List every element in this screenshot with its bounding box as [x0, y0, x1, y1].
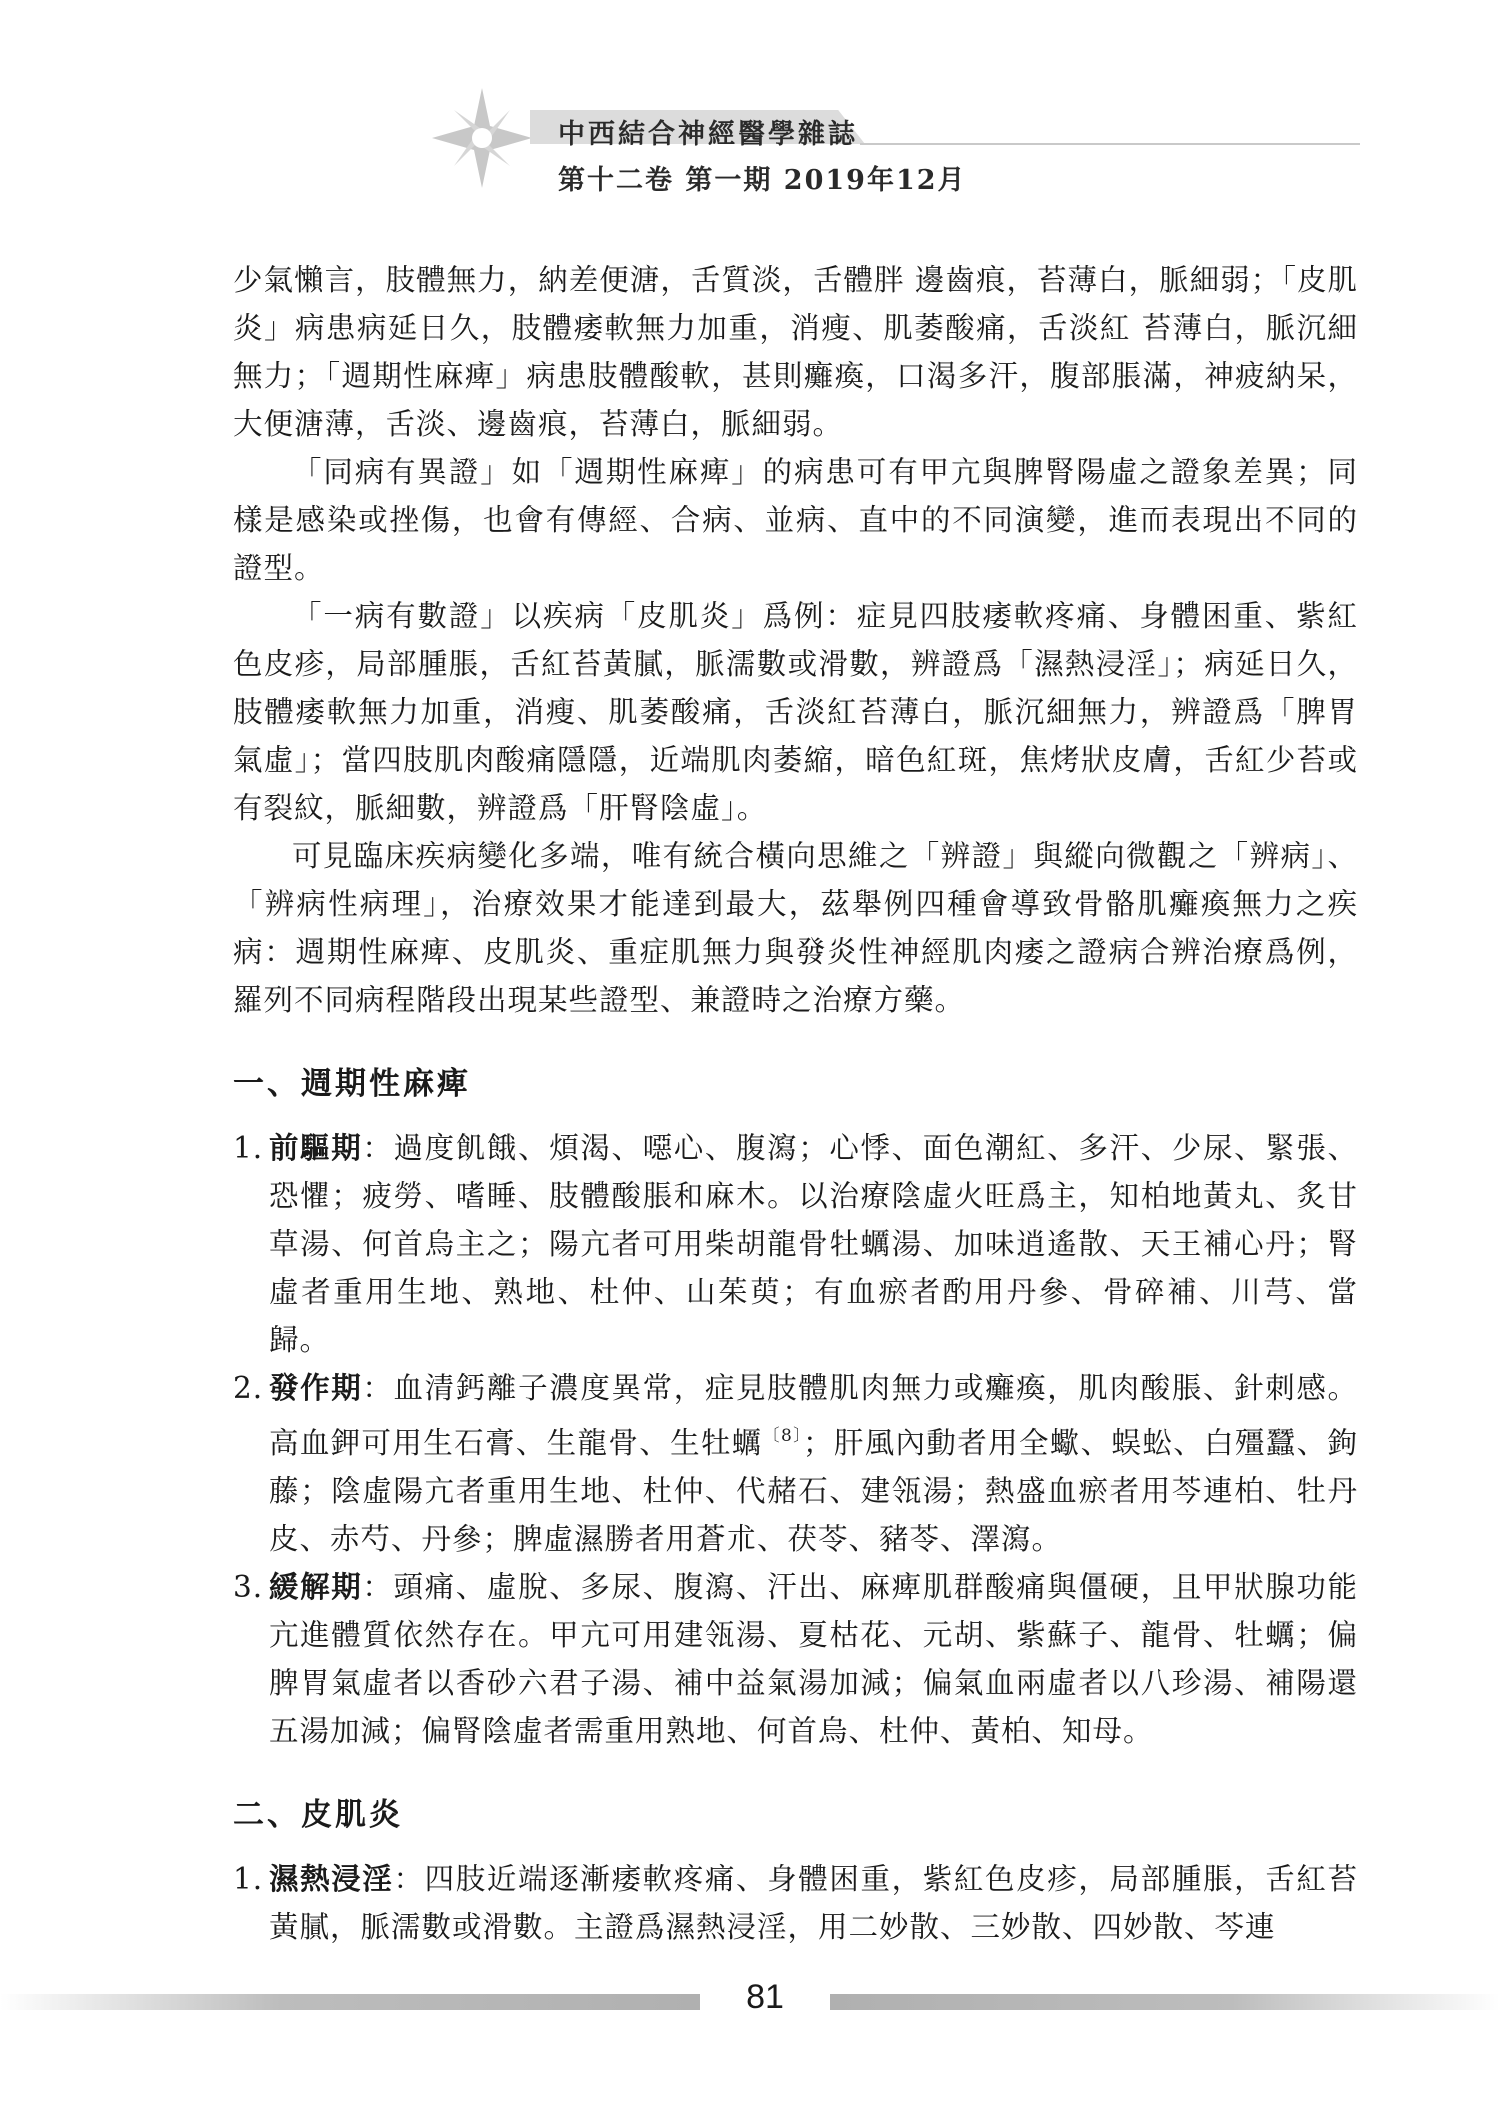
article-body [233, 256, 1358, 1951]
list-item-number: 2. [233, 1371, 264, 1405]
section-list [233, 1124, 1358, 1755]
list-item-term: 濕熱浸淫 [269, 1861, 394, 1896]
issue-info: 第十二卷 第一期 2019年12月 [558, 165, 967, 196]
paragraph: 可見臨床疾病變化多端，唯有統合橫向思維之「辨證」與縱向微觀之「辨病」、「辨病性病理」，治療效果才能達到最大，茲舉例四種會導致骨骼肌癱瘓無力之疾病：週期性麻痺、皮肌炎、重症肌無力與發炎性神經肌肉痿之證病合辨治療爲例，羅列不同病程階段出現某些證型、兼證時之治療方藥。 [233, 839, 1358, 1017]
list-item-number: 1. [233, 1862, 264, 1896]
section-heading: 二、皮肌炎 [233, 1797, 403, 1833]
list-item-text: ；肝風內動者用全蠍、蜈蚣、白殭蠶、鉤藤；陰虛陽亢者重用生地、杜仲、代赭石、建瓴湯；熱盛血瘀者用芩連柏、牡丹皮、赤芍、丹參；脾虛濕勝者用蒼朮、茯苓、豬苓、澤瀉。 [269, 1426, 1358, 1556]
list-item [233, 1364, 1358, 1563]
list-item [233, 1855, 1358, 1951]
paragraph: 少氣懶言，肢體無力，納差便溏，舌質淡，舌體胖 邊齒痕，苔薄白，脈細弱；「皮肌炎」病患病延日久，肢體痿軟無力加重，消瘦、肌萎酸痛，舌淡紅 苔薄白，脈沉細無力；「週期性麻痺」病患肢體酸軟，甚則癱瘓，口渴多汗，腹部脹滿，神疲納呆，大便溏薄，舌淡、邊齒痕，苔薄白，脈細弱。 [233, 263, 1358, 441]
list-item-number: 3. [233, 1570, 264, 1604]
list-item-term: 前驅期 [269, 1130, 363, 1165]
page-header [0, 0, 1500, 210]
list-item [233, 1124, 1358, 1364]
list-item [233, 1563, 1358, 1755]
footer-bar-right [830, 1994, 1500, 2010]
list-item-text: ：四肢近端逐漸痿軟疼痛、身體困重，紫紅色皮疹，局部腫脹，舌紅苔黃膩，脈濡數或滑數。主證爲濕熱浸淫，用二妙散、三妙散、四妙散、芩連 [269, 1862, 1358, 1944]
list-item-text: ：過度飢餓、煩渴、噁心、腹瀉；心悸、面色潮紅、多汗、少尿、緊張、恐懼；疲勞、嗜睡、肢體酸脹和麻木。以治療陰虛火旺爲主，知柏地黃丸、炙甘草湯、何首烏主之；陽亢者可用柴胡龍骨牡蠣湯、加味逍遙散、天王補心丹；腎虛者重用生地、熟地、杜仲、山茱萸；有血瘀者酌用丹參、骨碎補、川芎、當歸。 [269, 1131, 1358, 1357]
footer-bar-left [0, 1994, 700, 2010]
page-number: 81 [746, 1978, 784, 2016]
list-item-text: ：頭痛、虛脫、多尿、腹瀉、汗出、麻痺肌群酸痛與僵硬，且甲狀腺功能亢進體質依然存在。甲亢可用建瓴湯、夏枯花、元胡、紫蘇子、龍骨、牡蠣；偏脾胃氣虛者以香砂六君子湯、補中益氣湯加減；偏氣血兩虛者以八珍湯、補陽還五湯加減；偏腎陰虛者需重用熟地、何首烏、杜仲、黃柏、知母。 [269, 1570, 1358, 1748]
list-item-number: 1. [233, 1131, 264, 1165]
star-burst-icon [432, 88, 532, 188]
section-heading: 一、週期性麻痺 [233, 1066, 471, 1102]
journal-title: 中西結合神經醫學雜誌 [558, 119, 858, 150]
section-list [233, 1855, 1358, 1951]
list-item-text: ：血清鈣離子濃度異常，症見肢體肌肉無力或癱瘓，肌肉酸脹、針刺感。高血鉀可用生石膏、生龍骨、生牡蠣 [269, 1371, 1358, 1460]
list-item-term: 發作期 [269, 1370, 363, 1405]
paragraph: 「一病有數證」以疾病「皮肌炎」爲例：症見四肢痿軟疼痛、身體困重、紫紅色皮疹，局部腫脹，舌紅苔黃膩，脈濡數或滑數，辨證爲「濕熱浸淫」；病延日久，肢體痿軟無力加重，消瘦、肌萎酸痛，舌淡紅苔薄白，脈沉細無力，辨證爲「脾胃氣虛」；當四肢肌肉酸痛隱隱，近端肌肉萎縮，暗色紅斑，焦烤狀皮膚，舌紅少苔或有裂紋，脈細數，辨證爲「肝腎陰虛」。 [233, 599, 1358, 825]
paragraph: 「同病有異證」如「週期性麻痺」的病患可有甲亢與脾腎陽虛之證象差異；同樣是感染或挫傷，也會有傳經、合病、並病、直中的不同演變，進而表現出不同的證型。 [233, 455, 1358, 585]
header-rule [860, 143, 1360, 145]
list-item-term: 緩解期 [269, 1569, 363, 1604]
citation-ref: 〔8〕 [762, 1426, 803, 1446]
